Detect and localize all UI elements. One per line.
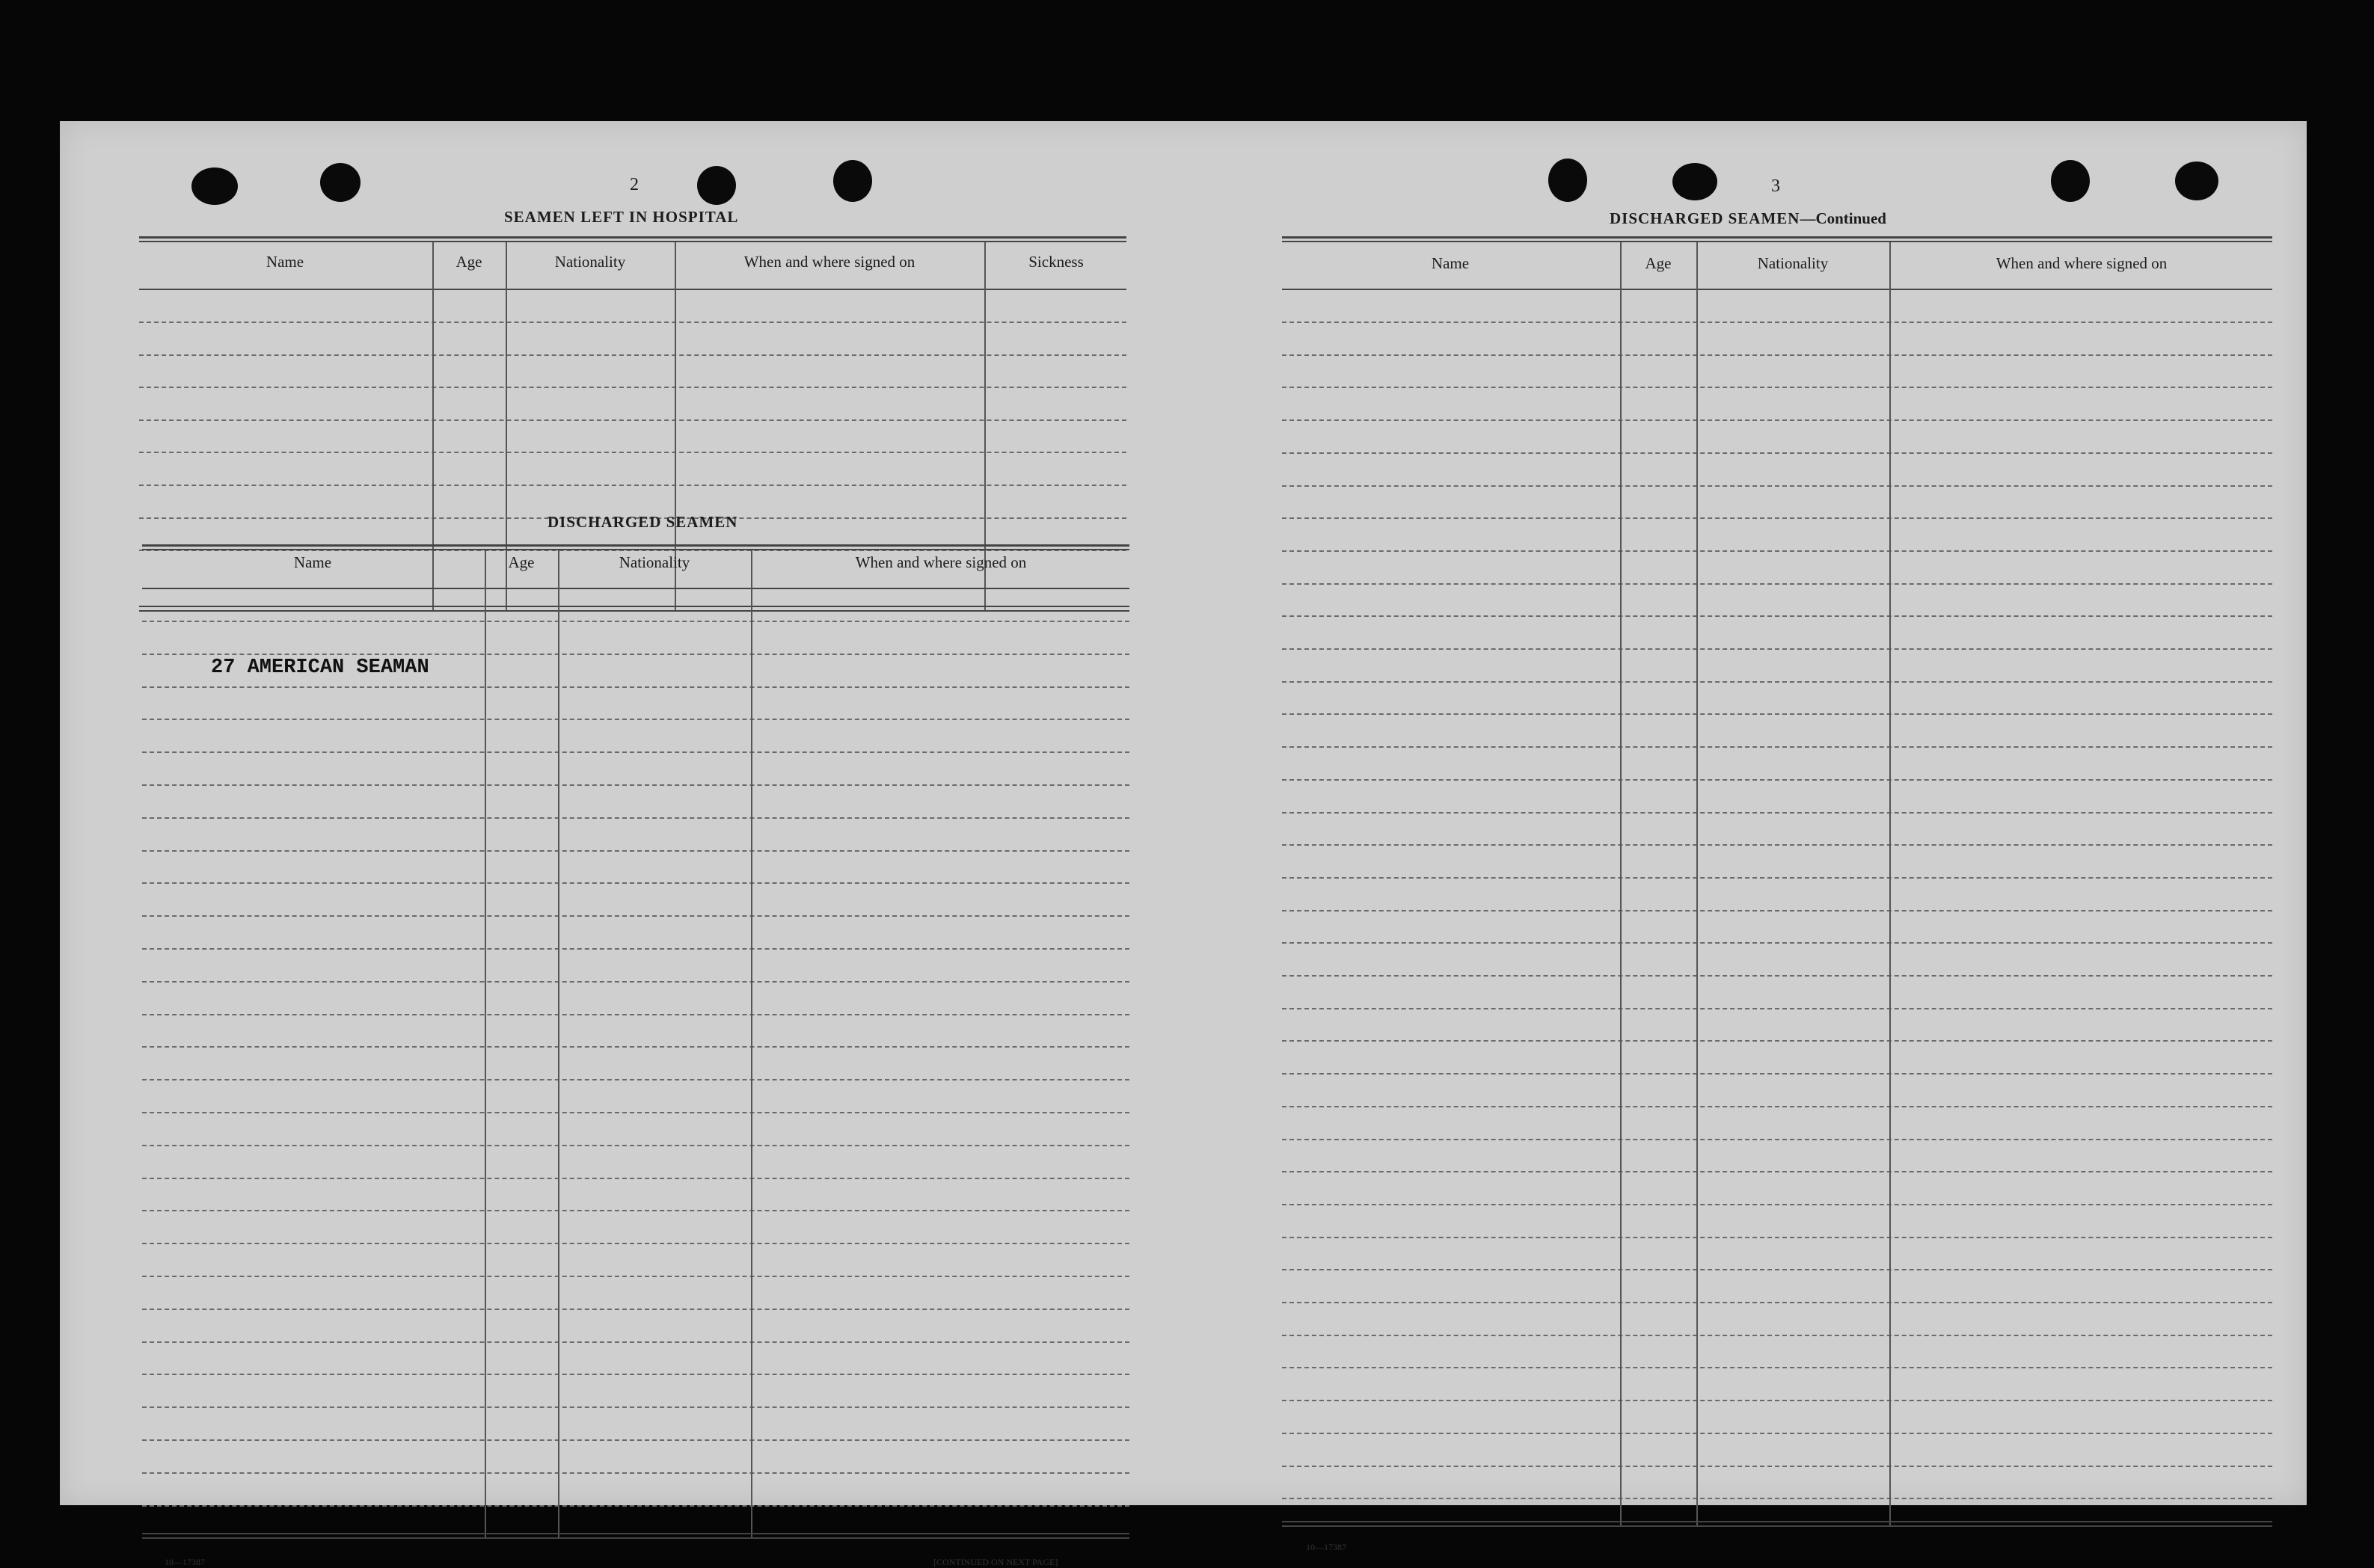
hospital-col-nationality: Nationality xyxy=(554,253,626,271)
ruled-line xyxy=(139,452,1126,453)
ruled-line xyxy=(142,1374,1129,1375)
ruled-line xyxy=(1282,1367,2272,1368)
continued-col-age: Age xyxy=(1645,254,1672,272)
ruled-line xyxy=(1282,1139,2272,1140)
ruled-line xyxy=(1282,1040,2272,1042)
ruled-line xyxy=(1282,1237,2272,1238)
hospital-col-name: Name xyxy=(266,253,304,271)
ruled-line xyxy=(1282,1400,2272,1401)
discharged-section-title: DISCHARGED SEAMEN xyxy=(548,513,738,531)
ruled-line xyxy=(1282,485,2272,487)
page-number-left: 2 xyxy=(630,175,639,194)
ruled-line xyxy=(1282,681,2272,683)
ruled-line xyxy=(1282,713,2272,715)
ruled-line xyxy=(1282,1073,2272,1074)
ruled-line xyxy=(142,621,1129,622)
ruled-line xyxy=(1282,583,2272,585)
punch-hole xyxy=(2051,160,2090,202)
ruled-line xyxy=(139,387,1126,388)
ruled-line xyxy=(1282,1171,2272,1172)
ruled-line xyxy=(142,1112,1129,1113)
ruled-line xyxy=(142,1210,1129,1211)
ruled-line xyxy=(1282,1204,2272,1205)
ruled-line xyxy=(142,1145,1129,1146)
ruled-line xyxy=(142,1505,1129,1507)
ruled-line xyxy=(142,686,1129,688)
continued-note: [CONTINUED ON NEXT PAGE] xyxy=(933,1557,1058,1567)
ruled-line xyxy=(142,817,1129,819)
ruled-line xyxy=(1282,648,2272,650)
ruled-line xyxy=(142,1046,1129,1048)
ruled-line xyxy=(1282,1335,2272,1336)
continued-col-name: Name xyxy=(1431,254,1470,272)
continued-col-nationality: Nationality xyxy=(1757,254,1829,272)
ruled-line xyxy=(142,882,1129,884)
form-number-left: 10—17387 xyxy=(165,1557,205,1567)
ruled-line xyxy=(1282,844,2272,846)
form-number-right: 10—17387 xyxy=(1306,1542,1346,1552)
punch-hole xyxy=(191,167,238,205)
ruled-line xyxy=(142,1472,1129,1474)
ruled-line xyxy=(142,1178,1129,1179)
ruled-line xyxy=(142,719,1129,720)
ruled-line xyxy=(1282,910,2272,911)
punch-hole xyxy=(697,166,736,205)
continued-title-main: DISCHARGED SEAMEN xyxy=(1610,209,1800,227)
discharged-col-name: Name xyxy=(293,553,332,571)
ledger-sheet xyxy=(60,121,2307,1567)
hospital-col-age: Age xyxy=(456,253,482,271)
hospital-col-sickness: Sickness xyxy=(1028,253,1084,271)
ruled-line xyxy=(1282,1466,2272,1467)
ruled-line xyxy=(139,354,1126,356)
ruled-line xyxy=(142,784,1129,786)
ruled-line xyxy=(142,850,1129,852)
ruled-line xyxy=(1282,877,2272,879)
ruled-line xyxy=(139,485,1126,486)
discharged-col-age: Age xyxy=(508,553,535,571)
seaman-entry: 27 AMERICAN SEAMAN xyxy=(211,657,429,679)
ruled-line xyxy=(142,1439,1129,1441)
page-number-right: 3 xyxy=(1771,176,1780,196)
hospital-section-title: SEAMEN LEFT IN HOSPITAL xyxy=(504,208,739,226)
punch-hole xyxy=(320,163,361,202)
ruled-line xyxy=(1282,779,2272,781)
ruled-line xyxy=(1282,322,2272,323)
ruled-line xyxy=(142,1014,1129,1015)
ruled-line xyxy=(139,419,1126,421)
punch-hole xyxy=(1548,159,1587,202)
ruled-line xyxy=(1282,354,2272,356)
ruled-line xyxy=(1282,746,2272,748)
ruled-line xyxy=(1282,615,2272,617)
discharged-col-signed-on: When and where signed on xyxy=(855,553,1027,571)
ruled-line xyxy=(142,1243,1129,1244)
ruled-line xyxy=(142,948,1129,950)
ruled-line xyxy=(1282,942,2272,944)
ruled-line xyxy=(1282,517,2272,519)
continued-title-suffix: —Continued xyxy=(1800,209,1886,227)
ruled-line xyxy=(1282,812,2272,814)
punch-hole xyxy=(2175,162,2218,200)
ruled-line xyxy=(142,751,1129,753)
ruled-line xyxy=(1282,1498,2272,1499)
continued-section-title xyxy=(1610,209,1886,228)
continued-col-signed-on: When and where signed on xyxy=(1996,254,2168,272)
punch-hole xyxy=(1672,163,1717,200)
ruled-line xyxy=(142,1309,1129,1310)
ruled-line xyxy=(139,322,1126,323)
punch-hole xyxy=(833,160,872,202)
hospital-col-signed-on: When and where signed on xyxy=(743,253,915,271)
ruled-line xyxy=(142,654,1129,655)
ruled-line xyxy=(142,1079,1129,1080)
ruled-line xyxy=(1282,419,2272,421)
ruled-line xyxy=(142,1276,1129,1277)
ruled-line xyxy=(1282,452,2272,454)
ruled-line xyxy=(142,981,1129,983)
ruled-line xyxy=(142,1406,1129,1408)
ruled-line xyxy=(1282,550,2272,552)
ruled-line xyxy=(1282,1106,2272,1107)
ruled-line xyxy=(1282,975,2272,977)
discharged-col-nationality: Nationality xyxy=(619,553,690,571)
ruled-line xyxy=(1282,387,2272,388)
ruled-line xyxy=(1282,1302,2272,1303)
ruled-line xyxy=(1282,1269,2272,1270)
ruled-line xyxy=(142,915,1129,917)
ruled-line xyxy=(1282,1433,2272,1434)
ruled-line xyxy=(142,1341,1129,1343)
ruled-line xyxy=(1282,1008,2272,1009)
